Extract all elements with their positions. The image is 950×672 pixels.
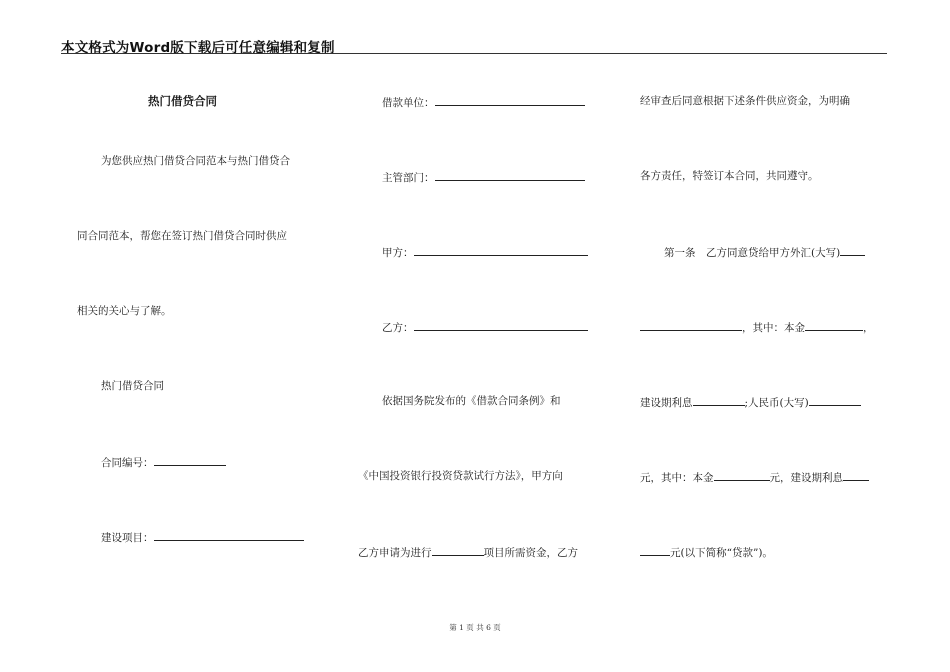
intro-line-1: 为您供应热门借贷合同范本与热门借贷合 <box>101 155 290 167</box>
basis-line-3 <box>358 544 578 560</box>
basis-line-3b: 项目所需资金，乙方 <box>483 547 578 559</box>
party-a-row <box>382 244 588 260</box>
borrower-blank <box>435 94 585 106</box>
borrower-row <box>382 94 585 110</box>
rmb-principal-label: 元，其中：本金 <box>640 472 714 484</box>
approval-line-2: 各方责任，特签订本合同，共同遵守。 <box>640 170 819 182</box>
contract-number-row <box>101 454 226 470</box>
contract-number-label: 合同编号： <box>101 457 154 469</box>
article-1-row <box>664 244 865 260</box>
header-rule <box>61 53 887 54</box>
rmb-interest-label: 元，建设期利息 <box>769 472 843 484</box>
principal-blank <box>805 319 863 331</box>
department-blank <box>435 169 585 181</box>
party-b-row <box>382 319 588 335</box>
party-a-label: 甲方： <box>382 247 414 259</box>
amount-blank <box>640 319 742 331</box>
project-row <box>101 529 304 545</box>
interest-row <box>640 394 861 410</box>
rmb-label: ;人民币(大写) <box>744 397 809 409</box>
principal-row <box>640 319 874 335</box>
loan-definition-text: 元(以下简称“贷款”)。 <box>670 547 773 559</box>
party-b-blank <box>414 319 588 331</box>
basis-line-1: 依据国务院发布的《借款合同条例》和 <box>382 395 561 407</box>
rmb-principal-row <box>640 469 869 485</box>
document-header: 本文格式为Word版下载后可任意编辑和复制 <box>61 40 335 56</box>
interest-blank <box>693 394 745 406</box>
intro-line-2: 同合同范本，帮您在签订热门借贷合同时供应 <box>77 230 287 242</box>
contract-subtitle: 热门借贷合同 <box>101 380 164 392</box>
project-label: 建设项目： <box>101 532 154 544</box>
loan-amount-blank <box>640 544 670 556</box>
project-blank <box>154 529 304 541</box>
principal-label: ，其中：本金 <box>742 322 805 334</box>
borrower-label: 借款单位： <box>382 97 435 109</box>
rmb-principal-blank <box>714 469 770 481</box>
department-row <box>382 169 585 185</box>
party-a-blank <box>414 244 588 256</box>
intro-line-3: 相关的关心与了解。 <box>77 305 172 317</box>
department-label: 主管部门： <box>382 172 435 184</box>
basis-line-2: 《中国投资银行投资贷款试行方法》，甲方向 <box>358 470 563 482</box>
article-1-text: 第一条 乙方同意贷给甲方外汇(大写) <box>664 247 841 259</box>
page-number: 第 1 页 共 6 页 <box>449 623 501 632</box>
rmb-blank <box>809 394 861 406</box>
basis-line-3a: 乙方申请为进行 <box>358 547 432 559</box>
rmb-interest-blank <box>843 469 869 481</box>
foreign-currency-blank <box>840 244 865 256</box>
approval-line-1: 经审查后同意根据下述条件供应资金，为明确 <box>640 95 850 107</box>
contract-title: 热门借贷合同 <box>148 94 217 108</box>
loan-definition-row <box>640 544 773 560</box>
contract-number-blank <box>154 454 226 466</box>
party-b-label: 乙方： <box>382 322 414 334</box>
interest-label: 建设期利息 <box>640 397 693 409</box>
principal-comma: ， <box>863 322 874 334</box>
project-name-blank <box>432 544 484 556</box>
